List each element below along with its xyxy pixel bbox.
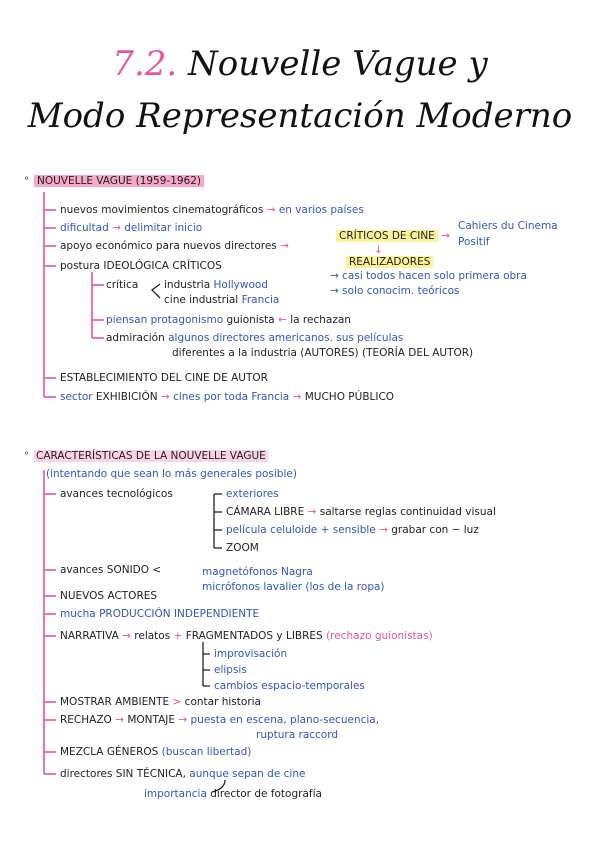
nuevos-row xyxy=(60,204,364,217)
sector-arrow: → xyxy=(160,391,170,403)
dificultad-row xyxy=(60,222,202,235)
section1-heading-text: NOUVELLE VAGUE (1959-1962) xyxy=(34,175,204,187)
section2-heading xyxy=(34,450,268,463)
fragmentados-label: FRAGMENTADOS y LIBRES xyxy=(185,630,323,642)
narrativa-item-improvisacion: improvisación xyxy=(214,648,288,660)
mezcla-row xyxy=(60,746,251,759)
tec-item-pelicula xyxy=(226,524,479,537)
montaje-label: MONTAJE xyxy=(127,714,176,726)
aunque-sepan: aunque sepan de cine xyxy=(189,768,306,780)
rechazo-guionistas: (rechazo guionistas) xyxy=(326,630,433,642)
narrativa-row xyxy=(60,630,433,643)
cine-industrial-row xyxy=(164,294,279,307)
sector-label: sector xyxy=(60,391,93,403)
journal-positif: Positif xyxy=(458,236,490,248)
puesta-escena: puesta en escena, plano-secuencia, xyxy=(190,714,380,726)
industria-row xyxy=(164,279,268,292)
section2-bullet: ° xyxy=(24,451,29,462)
teoria-autor: (TEORÍA DEL AUTOR) xyxy=(361,347,474,359)
guionista-label: guionista xyxy=(226,314,275,326)
narrativa-label: NARRATIVA xyxy=(60,630,119,642)
rechazo-montaje-row xyxy=(60,714,379,727)
section1-heading xyxy=(34,175,204,188)
autores-label: (AUTORES) xyxy=(300,347,359,359)
pelicula-arrow: → xyxy=(379,524,388,536)
narrativa-item-elipsis: elipsis xyxy=(214,664,247,676)
avances-sonido-row xyxy=(60,564,161,577)
sonido-bracket: < xyxy=(152,564,162,576)
exhibicion-label: EXHIBICIÓN xyxy=(95,391,158,403)
postura-text: postura IDEOLÓGICA CRÍTICOS xyxy=(60,260,222,272)
critica-label: crítica xyxy=(106,279,139,291)
industria-label: industria xyxy=(164,279,211,291)
title-text-line1: Nouvelle Vague y xyxy=(188,44,488,84)
mucho-publico: MUCHO PÚBLICO xyxy=(304,391,395,403)
montaje-arrow: → xyxy=(178,714,188,726)
establecimiento-text: ESTABLECIMIENTO DEL CINE DE AUTOR xyxy=(60,372,268,384)
francia-label: Francia xyxy=(241,294,280,306)
produccion-independiente: mucha PRODUCCIÓN INDEPENDIENTE xyxy=(60,608,260,620)
diferentes-row xyxy=(172,347,473,360)
algunos-directores: algunos directores americanos. sus películas xyxy=(168,332,404,344)
ruptura-raccord: ruptura raccord xyxy=(256,729,339,741)
narrativa-plus: + xyxy=(173,630,183,642)
mostrar-ambiente: MOSTRAR AMBIENTE xyxy=(60,696,170,708)
realizadores-wrap xyxy=(346,256,433,269)
sonido-lavalier-row xyxy=(202,581,385,594)
sonido-lavalier-note: (los de la ropa) xyxy=(305,581,385,593)
piensan-label: piensan xyxy=(106,314,148,326)
section2-subtitle: (intentando que sean lo más generales posible) xyxy=(46,468,297,480)
realizadores-label: REALIZADORES xyxy=(346,256,433,268)
note-conocim: → solo conocim. teóricos xyxy=(330,285,460,297)
apoyo-text: apoyo económico para nuevos directores xyxy=(60,240,277,252)
avances-sonido-label: avances SONIDO xyxy=(60,564,150,576)
chapter-number: 7.2. xyxy=(112,44,178,84)
hollywood-label: Hollywood xyxy=(213,279,268,291)
avances-tec-label: avances tecnológicos xyxy=(60,488,173,500)
rechazan-label: la rechazan xyxy=(290,314,351,326)
pelicula-celuloide: película celuloide + sensible xyxy=(226,524,376,536)
section2-heading-text: CARACTERÍSTICAS DE LA NOUVELLE VAGUE xyxy=(36,450,266,462)
dificultad-label: dificultad xyxy=(60,222,109,234)
protagonismo-label: protagonismo xyxy=(150,314,224,326)
relatos-label: relatos xyxy=(134,630,171,642)
rechazo-label: RECHAZO xyxy=(60,714,112,726)
directores-row xyxy=(60,768,305,781)
apoyo-row xyxy=(60,240,289,253)
mezcla-generos: MEZCLA GÉNEROS xyxy=(60,746,159,758)
tec-item-zoom: ZOOM xyxy=(226,542,259,554)
importancia-label: importancia xyxy=(144,788,207,800)
nuevos-actores: NUEVOS ACTORES xyxy=(60,590,158,602)
section1-bullet: ° xyxy=(24,176,29,187)
sector-arrow2: → xyxy=(292,391,302,403)
importancia-row xyxy=(144,788,322,801)
dificultad-arrow: → xyxy=(112,222,121,234)
mostrar-gt: > xyxy=(172,696,182,708)
rechazo-arrow: → xyxy=(115,714,124,726)
nuevos-arrow: → xyxy=(266,204,276,216)
pelicula-result: grabar con − luz xyxy=(391,524,479,536)
directores-sin-tecnica: directores SIN TÉCNICA, xyxy=(60,768,186,780)
page-title-line2: Modo Representación Moderno xyxy=(27,96,573,136)
criticos-label: CRÍTICOS DE CINE xyxy=(336,230,438,242)
criticos-down-arrow: ↓ xyxy=(374,244,383,256)
admiracion-row xyxy=(106,332,403,345)
criticos-arrow: → xyxy=(441,230,450,242)
buscan-libertad: (buscan libertad) xyxy=(161,746,252,758)
director-fotografia: director de fotografía xyxy=(210,788,322,800)
tec-item-camara xyxy=(226,506,496,519)
sonido-lavalier: micrófonos lavalier xyxy=(202,581,303,593)
diferentes-label: diferentes a la industria xyxy=(172,347,297,359)
critica-row xyxy=(106,279,138,292)
journal-cahiers: Cahiers du Cinema xyxy=(458,220,558,232)
piensan-row xyxy=(106,314,351,327)
tec-item-exteriores: exteriores xyxy=(226,488,279,500)
sonido-nagra: magnetófonos Nagra xyxy=(202,566,313,578)
narrativa-arrow: → xyxy=(122,630,131,642)
cine-industrial-label: cine industrial xyxy=(164,294,239,306)
mostrar-row xyxy=(60,696,261,709)
narrativa-item-cambios: cambios espacio-temporales xyxy=(214,680,365,692)
criticos-label-wrap xyxy=(336,230,450,243)
camara-result: saltarse reglas continuidad visual xyxy=(319,506,496,518)
camara-arrow: → xyxy=(307,506,317,518)
contar-historia: contar historia xyxy=(184,696,261,708)
apoyo-arrow: → xyxy=(280,240,289,252)
nuevos-text: nuevos movimientos cinematográficos xyxy=(60,204,264,216)
dificultad-target: delimitar inicio xyxy=(124,222,203,234)
rechazan-arrow: ← xyxy=(278,314,287,326)
nuevos-target: en varios países xyxy=(278,204,364,216)
cines-francia: cines por toda Francia xyxy=(173,391,290,403)
admiracion-label: admiración xyxy=(106,332,165,344)
camara-libre: CÁMARA LIBRE xyxy=(226,506,305,518)
sector-row xyxy=(60,391,394,404)
note-primera-obra: → casi todos hacen solo primera obra xyxy=(330,270,527,282)
